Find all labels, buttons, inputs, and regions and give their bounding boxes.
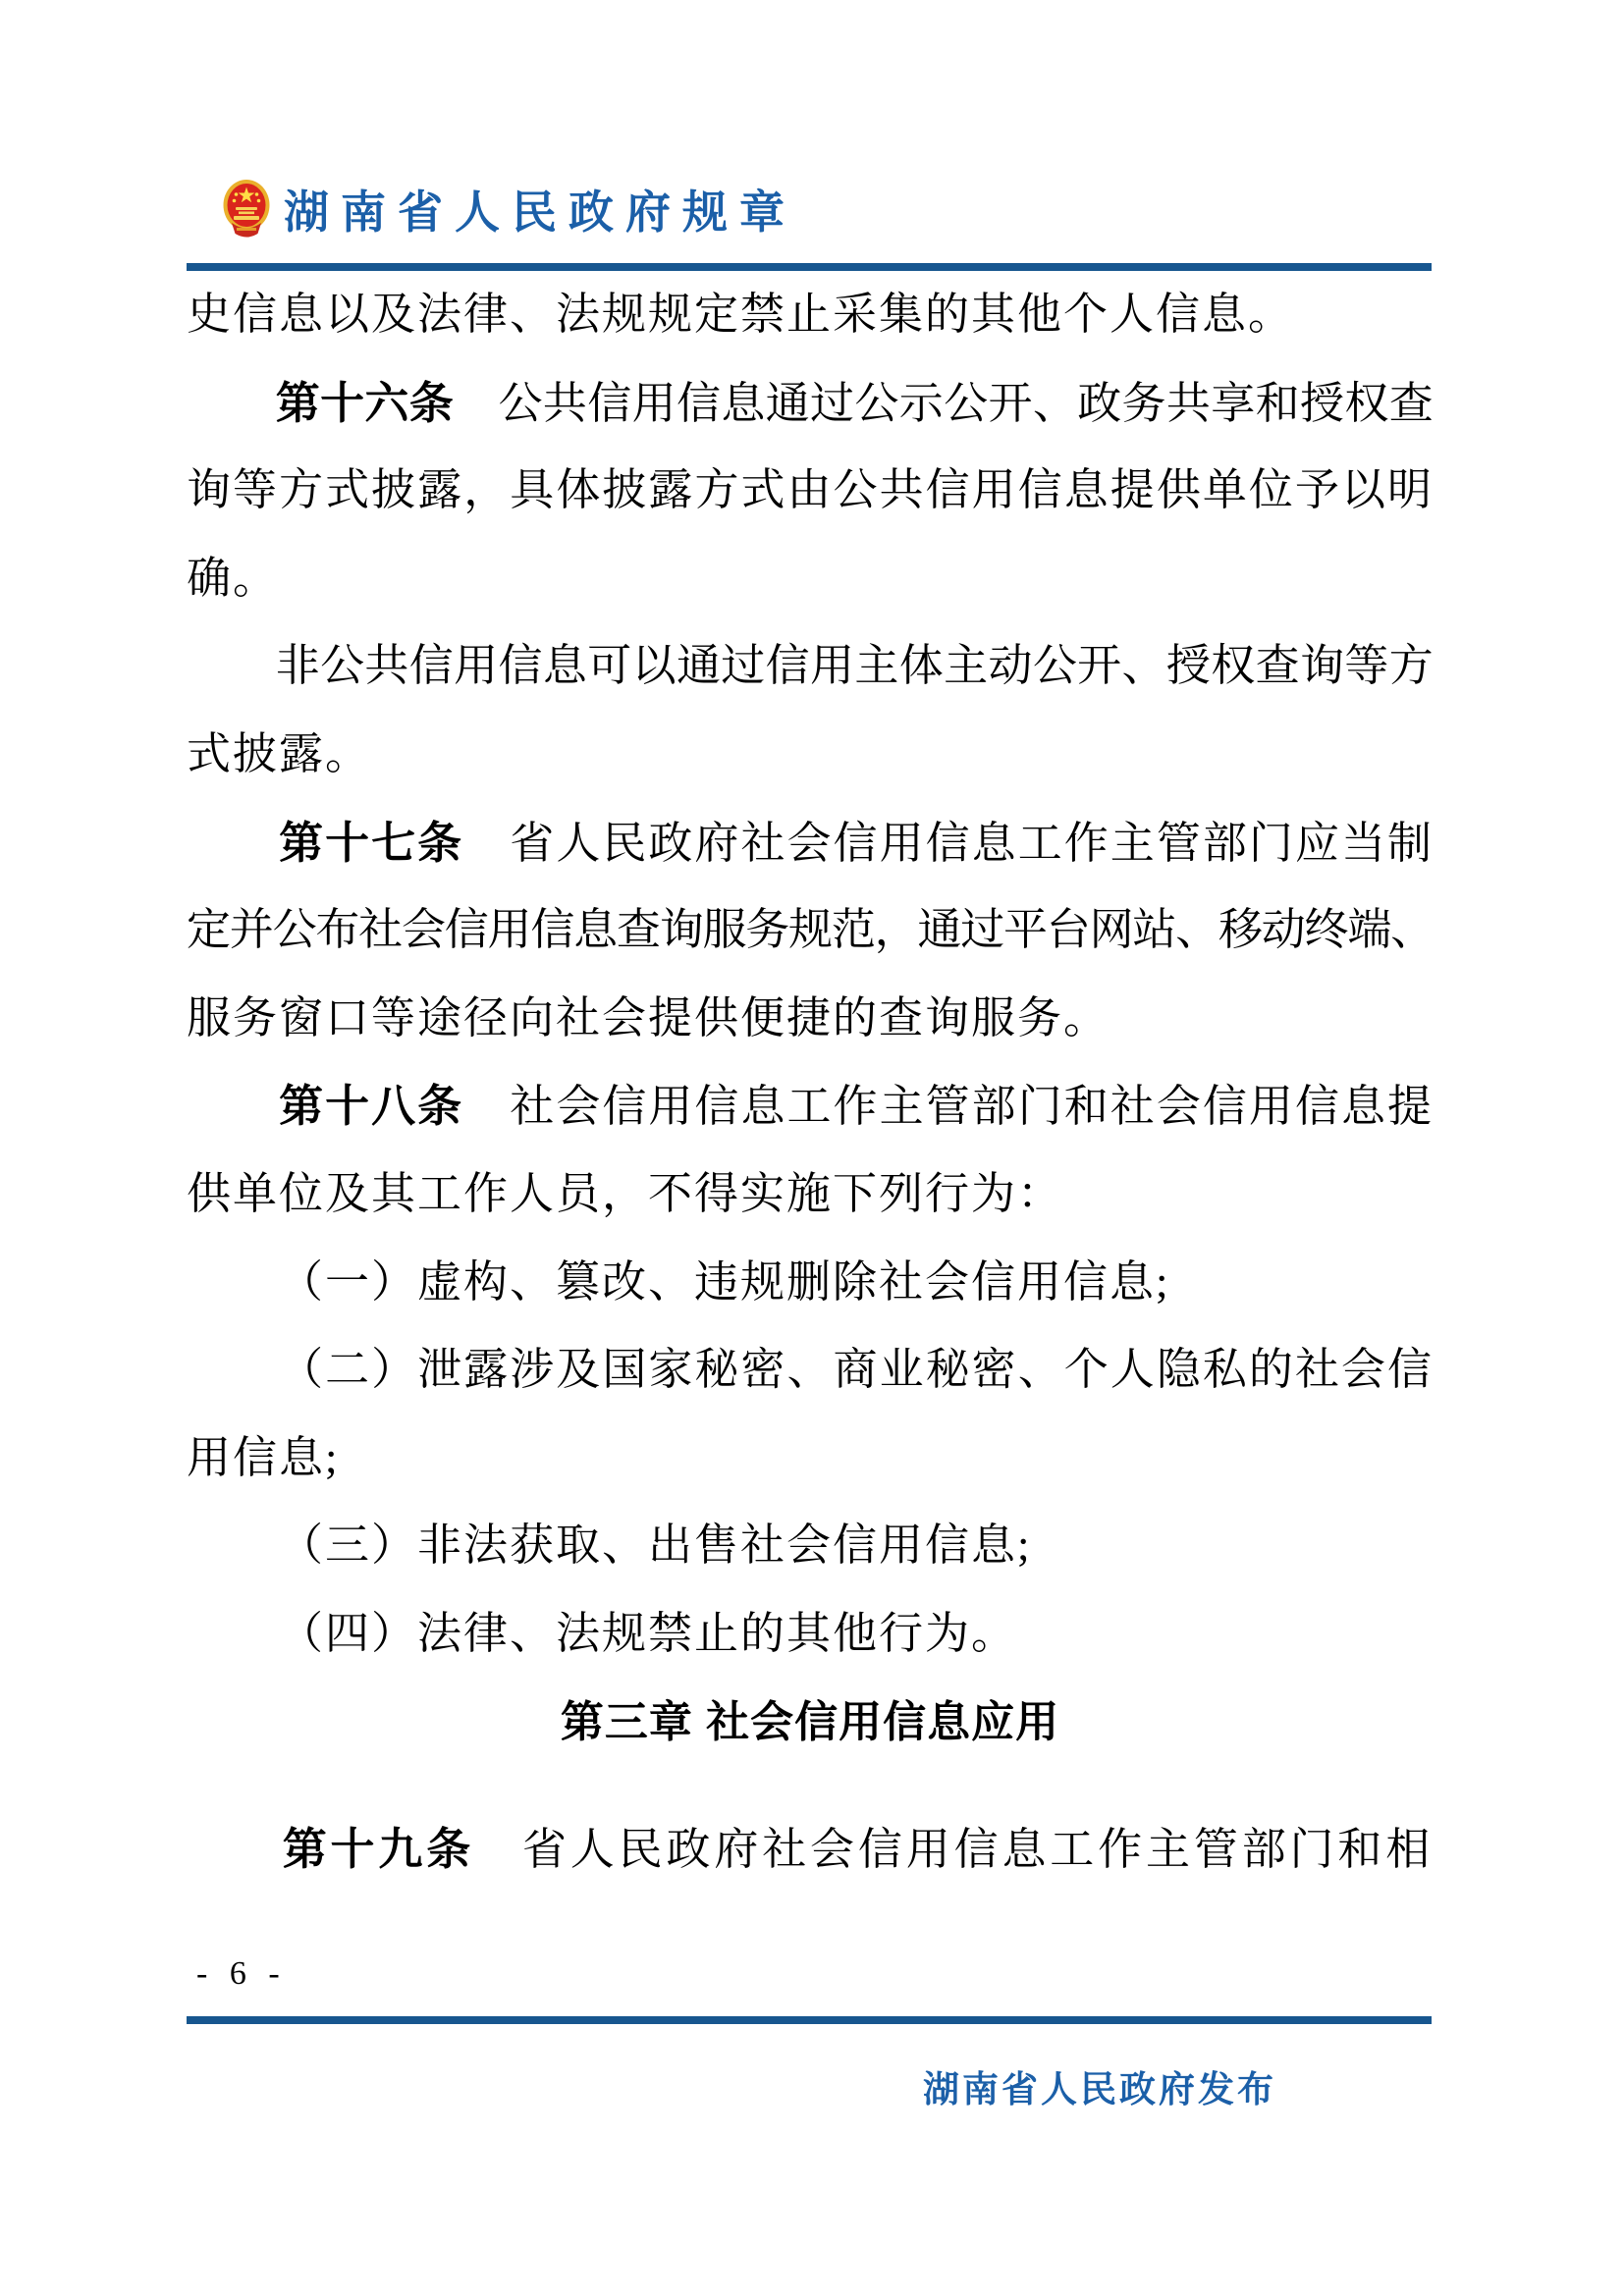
body-text: 省人民政府社会信用信息工作主管部门应当制 xyxy=(463,818,1435,868)
text-line xyxy=(187,1062,1434,1150)
body-text: 非公共信用信息可以通过信用主体主动公开、授权查询等方 xyxy=(275,641,1435,691)
body-text: （四）法律、法规禁止的其他行为。 xyxy=(279,1608,1018,1658)
article-number: 第十七条 xyxy=(279,817,464,868)
text-line xyxy=(187,359,1434,448)
article-number: 第十六条 xyxy=(275,377,455,428)
text-line xyxy=(187,535,1434,623)
text-line xyxy=(187,975,1434,1063)
text-line xyxy=(187,799,1434,887)
body-text: 确。 xyxy=(187,553,280,603)
body-text: 询等方式披露，具体披露方式由公共信用信息提供单位予以明 xyxy=(187,465,1435,515)
body-text: 供单位及其工作人员，不得实施下列行为： xyxy=(187,1168,1064,1218)
chapter-heading: 第三章 社会信用信息应用 xyxy=(560,1697,1060,1746)
page-type-title: 湖南省人民政府规章 xyxy=(284,187,796,238)
text-line xyxy=(187,1326,1434,1415)
page-number: - 6 - xyxy=(196,1955,287,1992)
body-text: 用信息; xyxy=(187,1432,340,1482)
text-line xyxy=(187,1150,1434,1239)
china-national-emblem-icon xyxy=(223,179,270,240)
text-line xyxy=(187,447,1434,535)
document-body xyxy=(187,271,1434,1894)
body-text: 式披露。 xyxy=(187,728,372,778)
text-line xyxy=(187,886,1434,975)
text-line xyxy=(187,1805,1434,1894)
body-text: 服务窗口等途径向社会提供便捷的查询服务。 xyxy=(187,992,1110,1042)
body-text: （三）非法获取、出售社会信用信息; xyxy=(279,1521,1032,1571)
article-number: 第十八条 xyxy=(279,1081,464,1132)
page-header xyxy=(223,177,796,241)
body-text: （一）虚构、篡改、违规删除社会信用信息; xyxy=(279,1256,1170,1307)
text-line xyxy=(187,1502,1434,1590)
body-lines xyxy=(187,271,1434,1679)
text-line xyxy=(187,271,1434,359)
header-divider xyxy=(187,263,1432,271)
text-line xyxy=(187,711,1434,799)
publisher-label: 湖南省人民政府发布 xyxy=(923,2069,1276,2109)
body-text: 史信息以及法律、法规规定禁止采集的其他个人信息。 xyxy=(187,290,1295,339)
text-line xyxy=(187,1239,1434,1327)
article-number: 第十九条 xyxy=(282,1824,475,1875)
body-text: 定并公布社会信用信息查询服务规范，通过平台网站、移动终端、 xyxy=(187,905,1434,955)
body-lines-after-heading xyxy=(187,1805,1434,1894)
text-line xyxy=(187,622,1434,711)
text-line xyxy=(187,1415,1434,1503)
body-text: 社会信用信息工作主管部门和社会信用信息提 xyxy=(463,1082,1435,1132)
body-text: 公共信用信息通过公示公开、政务共享和授权查 xyxy=(454,378,1435,428)
body-text: （二）泄露涉及国家秘密、商业秘密、个人隐私的社会信 xyxy=(279,1345,1435,1395)
text-line xyxy=(187,1590,1434,1679)
footer-divider xyxy=(187,2016,1432,2024)
body-text: 省人民政府社会信用信息工作主管部门和相 xyxy=(474,1825,1435,1875)
